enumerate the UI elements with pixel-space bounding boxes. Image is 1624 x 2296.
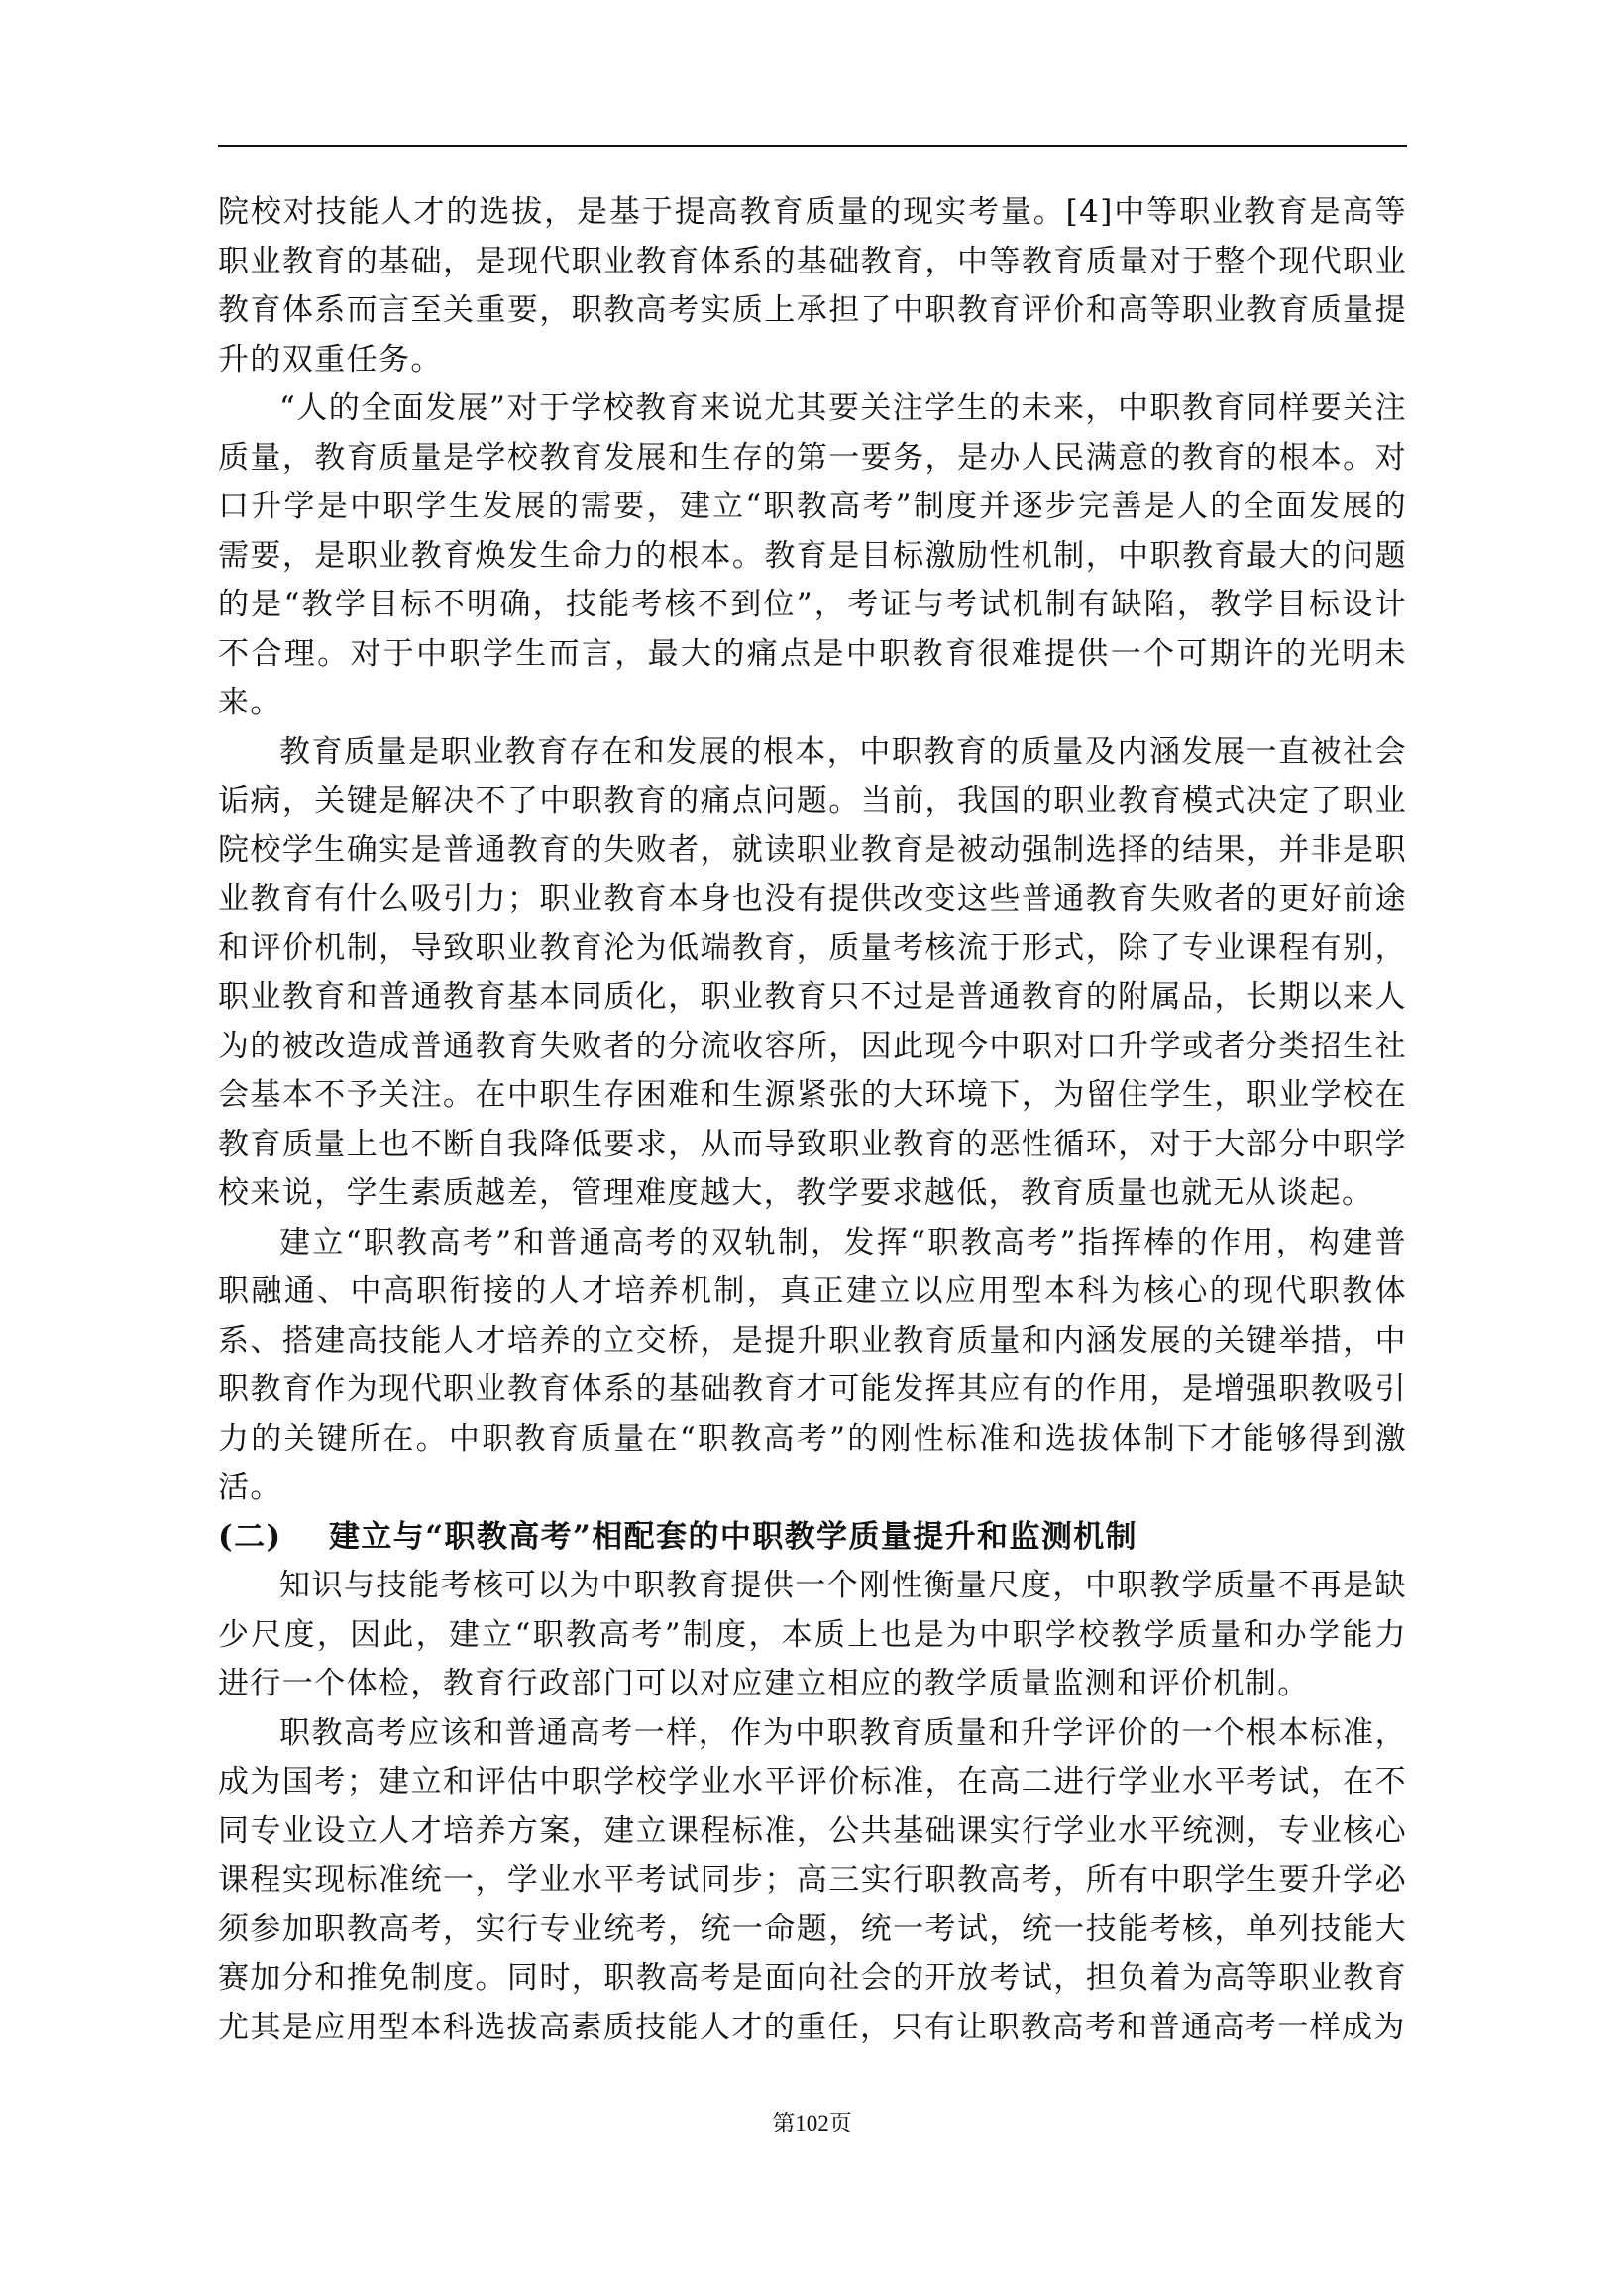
paragraph-3: 教育质量是职业教育存在和发展的根本，中职教育的质量及内涵发展一直被社会诟病，关键是解决不了中职教育的痛点问题。当前，我国的职业教育模式决定了职业院校学生确实是普通教育的失败者，就读职业教育是被动强制选择的结果，并非是职业教育有什么吸引力；职业教育本身也没有提供改变这些普通教育失败者的更好前途和评价机制，导致职业教育沦为低端教育，质量考核流于形式，除了专业课程有别，职业教育和普通教育基本同质化，职业教育只不过是普通教育的附属品，长期以来人为的被改造成普通教育失败者的分流收容所，因此现今中职对口升学或者分类招生社会基本不予关注。在中职生存困难和生源紧张的大环境下，为留住学生，职业学校在教育质量上也不断自我降低要求，从而导致职业教育的恶性循环，对于大部分中职学校来说，学生素质越差，管理难度越大，教学要求越低，教育质量也就无从谈起。	[218, 733, 1407, 1211]
paragraph-6: 职教高考应该和普通高考一样，作为中职教育质量和升学评价的一个根本标准，成为国考；建立和评估中职学校学业水平评价标准，在高二进行学业水平考试，在不同专业设立人才培养方案，建立课程标准，公共基础课实行学业水平统测，专业核心课程实现标准统一，学业水平考试同步；高三实行职教高考，所有中职学生要升学必须参加职教高考，实行专业统考，统一命题，统一考试，统一技能考核，单列技能大赛加分和推免制度。同时，职教高考是面向社会的开放考试，担负着为高等职业教育尤其是应用型本科选拔高素质技能人才的重任，只有让职教高考和普通高考一样成为	[218, 1714, 1407, 2045]
section-title: 建立与“职教高考”相配套的中职教学质量提升和监测机制	[329, 1518, 1138, 1555]
header-rule	[218, 145, 1407, 147]
paragraph-2: “人的全面发展”对于学校教育来说尤其要关注学生的未来，中职教育同样要关注质量，教育质量是学校教育发展和生存的第一要务，是办人民满意的教育的根本。对口升学是中职学生发展的需要，建立“职教高考”制度并逐步完善是人的全面发展的需要，是职业教育焕发生命力的根本。教育是目标激励性机制，中职教育最大的问题的是“教学目标不明确，技能考核不到位”，考证与考试机制有缺陷，教学目标设计不合理。对于中职学生而言，最大的痛点是中职教育很难提供一个可期许的光明未来。	[218, 390, 1407, 720]
paragraph-4: 建立“职教高考”和普通高考的双轨制，发挥“职教高考”指挥棒的作用，构建普职融通、中高职衔接的人才培养机制，真正建立以应用型本科为核心的现代职教体系、搭建高技能人才培养的立交桥，是提升职业教育质量和内涵发展的关键举措，中职教育作为现代职业教育体系的基础教育才可能发挥其应有的作用，是增强职教吸引力的关键所在。中职教育质量在“职教高考”的刚性标准和选拔体制下才能够得到激活。	[218, 1224, 1407, 1505]
paragraph-5: 知识与技能考核可以为中职教育提供一个刚性衡量尺度，中职教学质量不再是缺少尺度，因此，建立“职教高考”制度，本质上也是为中职学校教学质量和办学能力进行一个体检，教育行政部门可以对应建立相应的教学质量监测和评价机制。	[218, 1568, 1407, 1701]
paragraph-1: 院校对技能人才的选拔，是基于提高教育质量的现实考量。[4]中等职业教育是高等职业教育的基础，是现代职业教育体系的基础教育，中等教育质量对于整个现代职业教育体系而言至关重要，职教高考实质上承担了中职教育评价和高等职业教育质量提升的双重任务。	[218, 194, 1407, 378]
page-number: 第102页	[772, 2111, 852, 2135]
section-heading	[218, 1513, 1407, 1563]
page-body	[218, 188, 1407, 2052]
section-number: (二)	[218, 1518, 282, 1555]
